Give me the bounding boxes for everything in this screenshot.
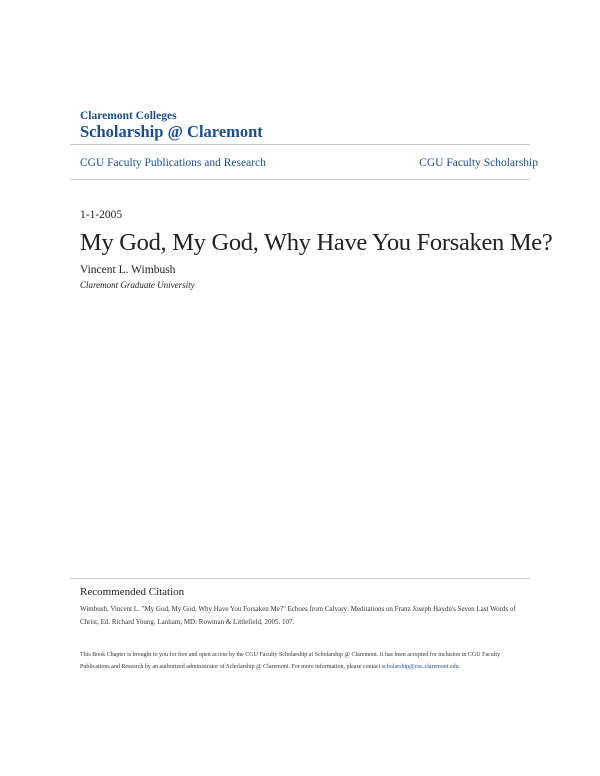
access-notice-end: . — [458, 664, 461, 670]
repository-name[interactable]: Scholarship @ Claremont — [80, 122, 263, 141]
access-notice — [80, 649, 530, 673]
citation-heading: Recommended Citation — [80, 586, 185, 598]
collection-link[interactable]: CGU Faculty Publications and Research — [80, 157, 266, 169]
citation-text: Wimbush, Vincent L. "My God, My God, Why Have You Forsaken Me?" Echoes from Calvary: Meditations on Franz Joseph Haydn's Seven Last Words of Christ, Ed. Richard Young. Lanham, MD: Rowman & Littlefield, 2005. 107. — [80, 605, 516, 626]
document-title: My God, My God, Why Have You Forsaken Me? — [80, 229, 553, 256]
citation-divider — [70, 578, 530, 579]
access-notice-text: This Book Chapter is brought to you for free and open access by the CGU Faculty Scholarship at Scholarship @ Claremont. It has been accepted for inclusion in CGU Faculty Publications and Research by an authorized administrator of Scholarship @ Claremont. For more information, please contact — [80, 652, 501, 670]
header-divider — [70, 144, 530, 145]
nav-divider — [70, 179, 530, 180]
institution-name: Claremont Colleges — [80, 110, 177, 122]
contact-email-link[interactable]: scholarship@cuc.claremont.edu — [381, 664, 459, 670]
publication-date: 1-1-2005 — [80, 209, 123, 221]
faculty-scholarship-link[interactable]: CGU Faculty Scholarship — [419, 157, 538, 169]
author-name: Vincent L. Wimbush — [80, 264, 176, 276]
author-affiliation: Claremont Graduate University — [80, 280, 195, 290]
